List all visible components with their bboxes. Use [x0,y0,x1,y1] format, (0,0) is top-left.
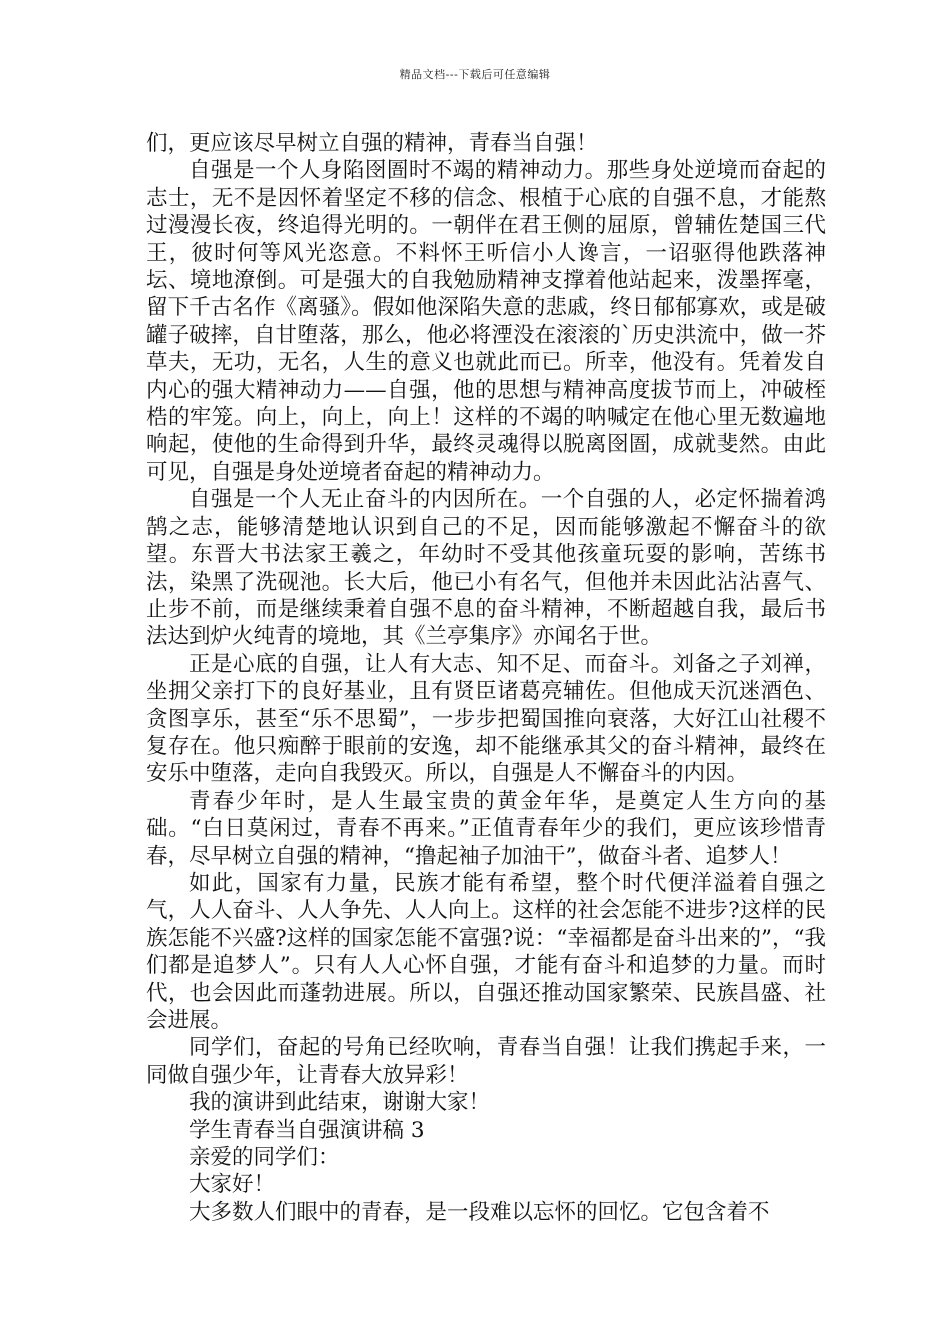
page-header: 精品文档---下载后可任意编辑 [399,68,551,81]
paragraph-nation: 如此，国家有力量，民族才能有希望，整个时代便洋溢着自强之气，人人奋斗、人人争先、人人向上。这样的社会怎能不进步?这样的民族怎能不兴盛?这样的国家怎能不富强?说：“幸福都是奋斗出来的”，“我们都是追梦人”。只有人人心怀自强，才能有奋斗和追梦的力量。而时代，也会因此而蓬勃进展。所以，自强还推动国家繁荣、民族昌盛、社会进展。 [146,870,826,1033]
document-body [146,130,826,1226]
paragraph-wangxizhi: 自强是一个人无止奋斗的内因所在。一个自强的人，必定怀揣着鸿鹄之志，能够清楚地认识到自己的不足，因而能够激起不懈奋斗的欲望。东晋大书法家王羲之，年幼时不受其他孩童玩耍的影响，苦练书法，染黑了洗砚池。长大后，他已小有名气，但他并未因此沾沾喜气、止步不前，而是继续秉着自强不息的奋斗精神，不断超越自我，最后书法达到炉火纯青的境地，其《兰亭集序》亦闻名于世。 [146,487,826,650]
paragraph-quyuan: 自强是一个人身陷囹圄时不竭的精神动力。那些身处逆境而奋起的志士，无不是因怀着坚定不移的信念、根植于心底的自强不息，才能熬过漫漫长夜，终追得光明的。一朝伴在君王侧的屈原，曾辅佐楚国三代王，彼时何等风光恣意。不料怀王听信小人谗言，一诏驱得他跌落神坛、境地潦倒。可是强大的自我勉励精神支撑着他站起来，泼墨挥毫，留下千古名作《离骚》。假如他深陷失意的悲戚，终日郁郁寡欢，或是破罐子破摔，自甘堕落，那么，他必将湮没在滚滚的`历史洪流中，做一芥草夫，无功，无名，人生的意义也就此而已。所幸，他没有。凭着发自内心的强大精神动力——自强，他的思想与精神高度拔节而上，冲破桎梏的牢笼。向上，向上，向上！这样的不竭的呐喊定在他心里无数遍地响起，使他的生命得到升华，最终灵魂得以脱离囹圄，成就斐然。由此可见，自强是身处逆境者奋起的精神动力。 [146,158,826,485]
greeting: 大家好！ [189,1172,276,1198]
paragraph-intro: 大多数人们眼中的青春，是一段难以忘怀的回忆。它包含着不 [189,1199,770,1225]
salutation: 亲爱的同学们： [189,1145,340,1171]
paragraph-liushan: 正是心底的自强，让人有大志、知不足、而奋斗。刘备之子刘禅，坐拥父亲打下的良好基业，且有贤臣诸葛亮辅佐。但他成天沉迷酒色、贪图享乐，甚至“乐不思蜀”，一步步把蜀国推向衰落，大好江山社稷不复存在。他只痴醉于眼前的安逸，却不能继承其父的奋斗精神，最终在安乐中堕落，走向自我毁灭。所以，自强是人不懈奋斗的内因。 [146,651,826,787]
paragraph-call-to-action: 同学们，奋起的号角已经吹响，青春当自强！让我们携起手来，一同做自强少年，让青春大放异彩！ [146,1035,826,1088]
paragraph-youth: 青春少年时，是人生最宝贵的黄金年华，是奠定人生方向的基础。“白日莫闲过，青春不再来。”正值青春年少的我们，更应该珍惜青春，尽早树立自强的精神，“撸起袖子加油干”，做奋斗者、追梦人！ [146,788,826,869]
section-title: 学生青春当自强演讲稿 3 [189,1117,425,1143]
closing-line: 我的演讲到此结束，谢谢大家！ [189,1090,491,1116]
paragraph-continuation: 们，更应该尽早树立自强的精神，青春当自强！ [146,131,598,156]
